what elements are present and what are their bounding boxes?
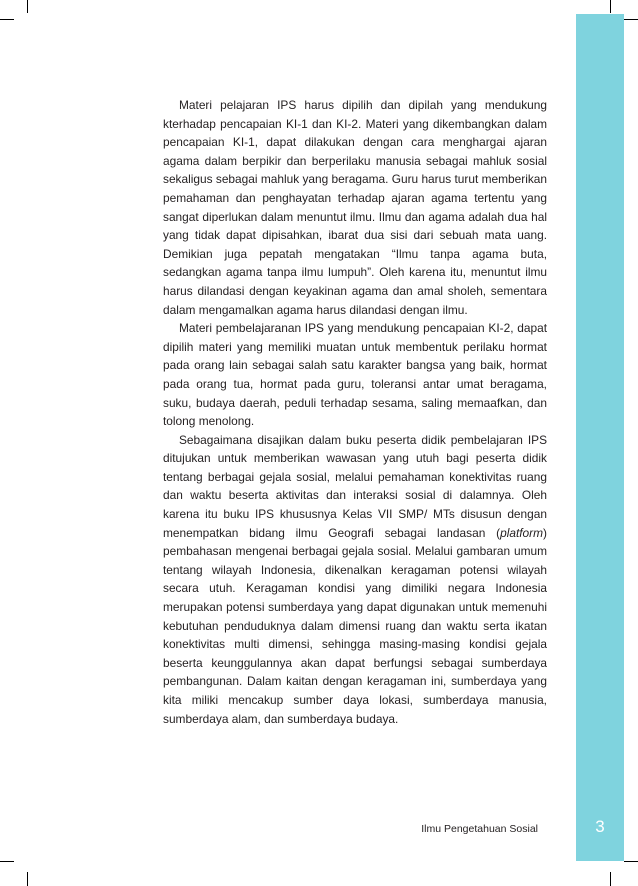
paragraph-3-italic: platform xyxy=(500,525,544,540)
paragraph-2: Materi pembelajaranan IPS yang mendukung pencapaian KI-2, dapat dipilih materi yang memiliki muatan untuk membentuk perilaku hormat pada orang lain sebagai salah satu karakter bangsa yang baik, hormat pada orang tua, hormat pada guru, toleransi antar umat beragama, suku, budaya daerah, peduli terhadap sesama, saling memaafkan, dan tolong menolong. xyxy=(163,321,547,429)
crop-mark xyxy=(27,872,28,886)
crop-mark xyxy=(624,861,638,862)
page-number: 3 xyxy=(595,817,605,836)
crop-mark xyxy=(624,19,638,20)
body-text xyxy=(163,96,547,728)
crop-mark xyxy=(0,19,14,20)
paragraph-1: Materi pelajaran IPS harus dipilih dan dipilah yang mendukung kterhadap pencapaian KI-1 dan KI-2. Materi yang dikembangkan dalam pencapaian KI-1, dapat dilakukan dengan cara menghargai ajaran agama dalam berpikir dan berperilaku manusia sebagai mahluk sosial sekaligus sebagai mahluk yang beragama. Guru harus turut memberikan pemahaman dan penghayatan terhadap ajaran agama tertentu yang sangat diperlukan dalam menuntut ilmu. Ilmu dan agama adalah dua hal yang tidak dapat dipisahkan, ibarat dua sisi dari sebuah mata uang. Demikian juga pepatah mengatakan “Ilmu tanpa agama buta, sedangkan agama tanpa ilmu lumpuh”. Oleh karena itu, menuntut ilmu harus dilandasi dengan keyakinan agama dan amal sholeh, sementara dalam mengamalkan agama harus dilandasi dengan ilmu. xyxy=(163,98,548,317)
crop-mark xyxy=(27,0,28,13)
paragraph-3-part-1: Sebagaimana disajikan dalam buku peserta didik pembelajaran IPS ditujukan untuk memberikan wawasan yang utuh bagi peserta didik tentang berbagai gejala sosial, melalui pemahaman konektivitas ruang dan waktu beserta aktivitas dan interaksi sosial di dalamnya. Oleh karena itu buku IPS khususnya Kelas VII SMP/ MTs disusun dengan menempatkan bidang ilmu Geografi sebagai landasan ( xyxy=(163,432,547,540)
crop-mark xyxy=(610,872,611,886)
crop-mark xyxy=(610,0,611,13)
footer-title: Ilmu Pengetahuan Sosial xyxy=(421,823,538,835)
paragraph-3-part-2: ) pembahasan mengenai berbagai gejala sosial. Melalui gambaran umum tentang wilayah Indonesia, dikenalkan keragaman potensi wilayah secara utuh. Keragaman kondisi yang dimiliki negara Indonesia merupakan potensi sumberdaya yang dapat digunakan untuk memenuhi kebutuhan penduduknya dalam dimensi ruang dan waktu serta ikatan konektivitas multi dimensi, sehingga masing-masing kondisi gejala beserta keunggulannya akan dapat berfungsi sebagai sumberdaya pembangunan. Dalam kaitan dengan keragaman ini, sumberdaya yang kita miliki mencakup sumber daya lokasi, sumberdaya manusia, sumberdaya alam, dan sumberdaya budaya. xyxy=(163,525,547,726)
crop-mark xyxy=(0,861,14,862)
paragraph-3 xyxy=(163,431,547,729)
page-edge-band xyxy=(576,14,624,861)
